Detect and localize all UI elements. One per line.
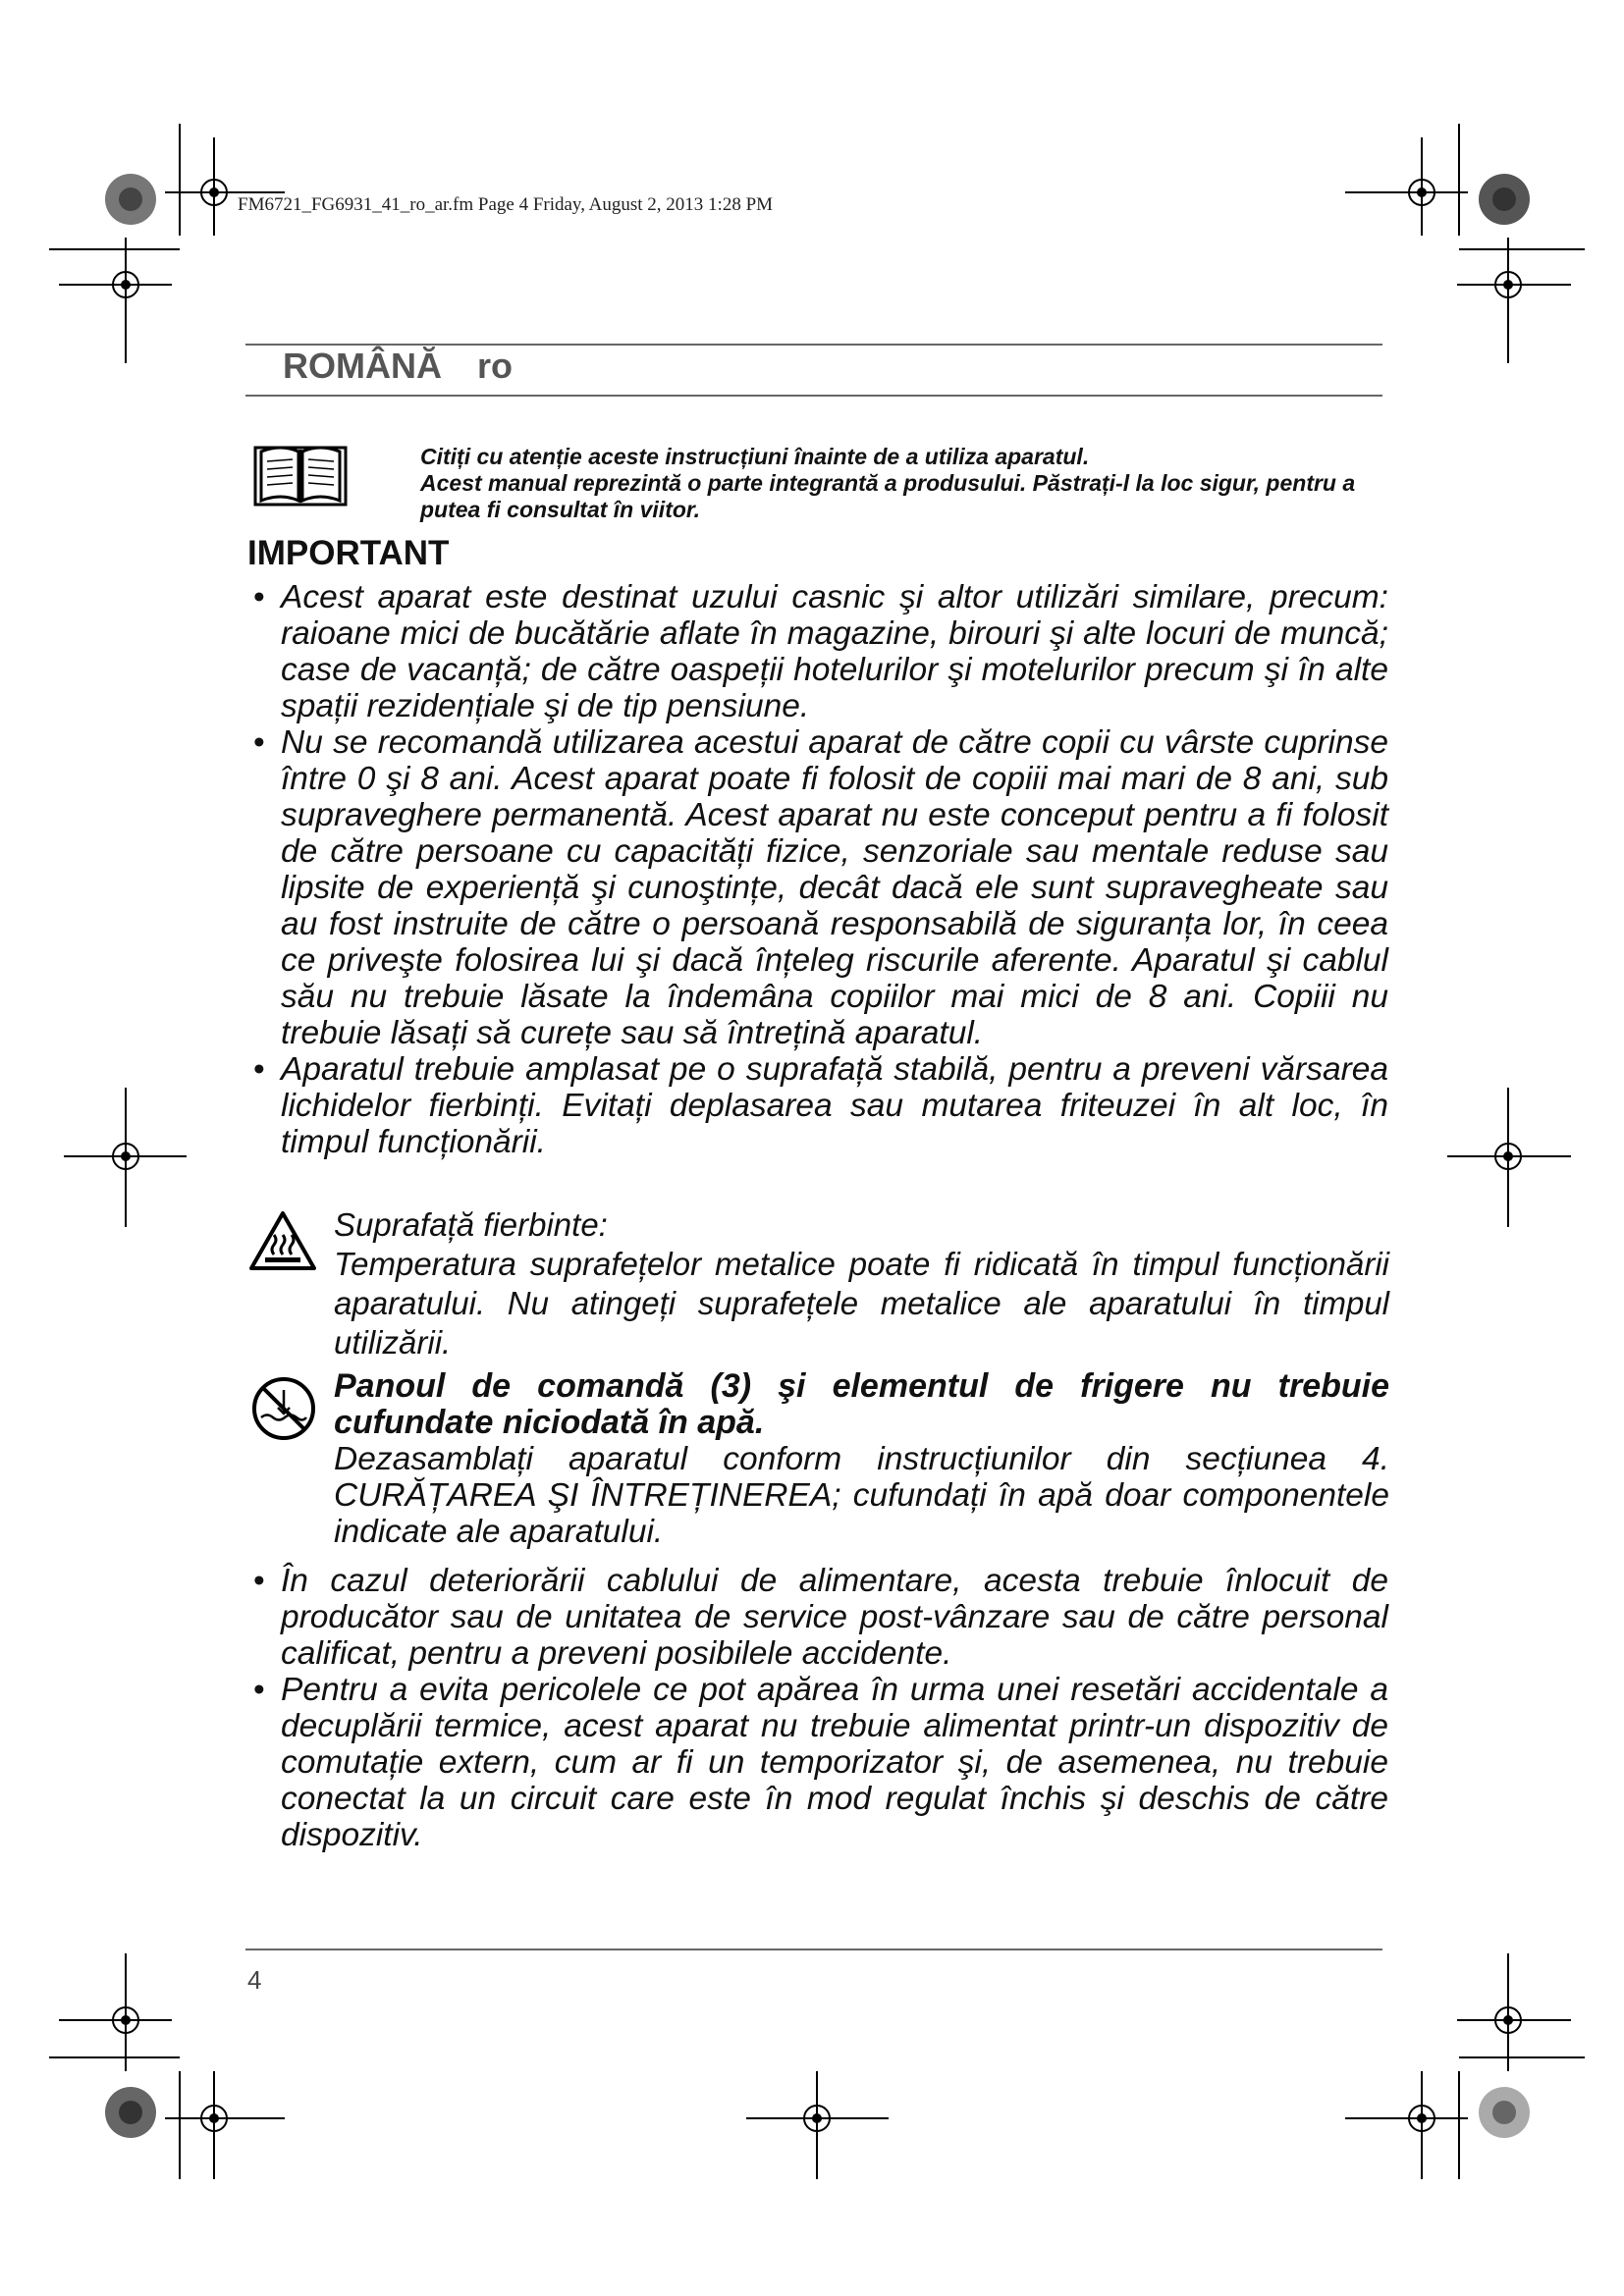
hot-surface-text: Temperatura suprafețelor metalice poate fi ridicată în timpul funcționării aparatului. Nu atingeți suprafețele metalice ale aparatului în timpul utilizării. [334,1246,1389,1361]
water-warning-bold: Panoul de comandă (3) şi elementul de frigere nu trebuie cufundate niciodată în apă. [334,1367,1389,1441]
print-header: FM6721_FG6931_41_ro_ar.fm Page 4 Friday, August 2, 2013 1:28 PM [238,194,774,215]
section-title [283,346,513,387]
list-item: • Aparatul trebuie amplasat pe o suprafață stabilă, pentru a preveni vărsarea lichidelor fierbinți. Evitați deplasarea sau mutarea friteuzei în alt loc, în timpul funcționării. [249,1051,1388,1160]
list-item: • Pentru a evita pericolele ce pot apărea în urma unei resetări accidentale a decuplării termice, acest aparat nu trebuie alimentat printr-un dispozitiv de comutație extern, cum ar fi un temporizator şi, de asemenea, nu trebuie conectat la un circuit care este în mod regulat închis şi deschis de către dispozitiv. [249,1672,1388,1853]
intro-line-1: Citiți cu atenție aceste instrucțiuni înainte de a utiliza aparatul. [420,444,1090,469]
hot-surface-icon [247,1209,318,1272]
hot-surface-title: Suprafață fierbinte: [334,1206,608,1243]
language-name: ROMÂNĂ [283,346,442,386]
page-number: 4 [247,1965,262,1995]
list-item: • Acest aparat este destinat uzului casnic şi altor utilizări similare, precum: raioane mici de bucătărie aflate în magazine, birouri şi alte locuri de muncă; case de vacanță; de către oaspeții hotelurilor şi motelurilor precum şi în alte spații rezidențiale şi de tip pensiune. [249,579,1388,724]
intro-line-2: Acest manual reprezintă o parte integrantă a produsului. Păstrați-l la loc sigur, pentru a putea fi consultat în viitor. [420,470,1356,522]
intro-note [420,444,1392,523]
language-code: ro [476,346,513,386]
hot-surface-warning [334,1205,1389,1362]
important-list-top [249,579,1388,1160]
important-heading: IMPORTANT [247,534,450,572]
important-list-bottom [249,1563,1388,1853]
water-warning-text: Dezasamblați aparatul conform instrucțiunilor din secțiunea 4. CURĂȚAREA ŞI ÎNTREȚINEREA; cufundați în apă doar componentele indicate ale aparatului. [334,1441,1389,1550]
list-item: • În cazul deteriorării cablului de alimentare, acesta trebuie înlocuit de producător sau de unitatea de service post-vânzare sau de către personal calificat, pentru a preveni posibilele accidente. [249,1563,1388,1672]
title-underline-rule [245,395,1382,397]
book-icon [251,440,350,508]
water-warning [334,1368,1389,1550]
list-item: • Nu se recomandă utilizarea acestui aparat de către copii cu vârste cuprinse între 0 şi 8 ani. Acest aparat poate fi folosit de copiii mai mari de 8 ani, sub supraveghere permanentă. Acest aparat nu este conceput pentru a fi folosit de către persoane cu capacități fizice, senzoriale sau mentale reduse sau lipsite de experiență şi cunoştințe, decât dacă ele sunt supravegheate sau au fost instruite de către o persoană responsabilă de siguranța lor, în ceea ce priveşte folosirea lui şi dacă înțeleg riscurile aferente. Aparatul şi cablul său nu trebuie lăsate la îndemâna copiilor mai mici de 8 ani. Copiii nu trebuie lăsați să curețe sau să întrețină aparatul. [249,724,1388,1051]
footer-rule [245,1949,1382,1950]
no-immersion-icon [249,1374,318,1443]
